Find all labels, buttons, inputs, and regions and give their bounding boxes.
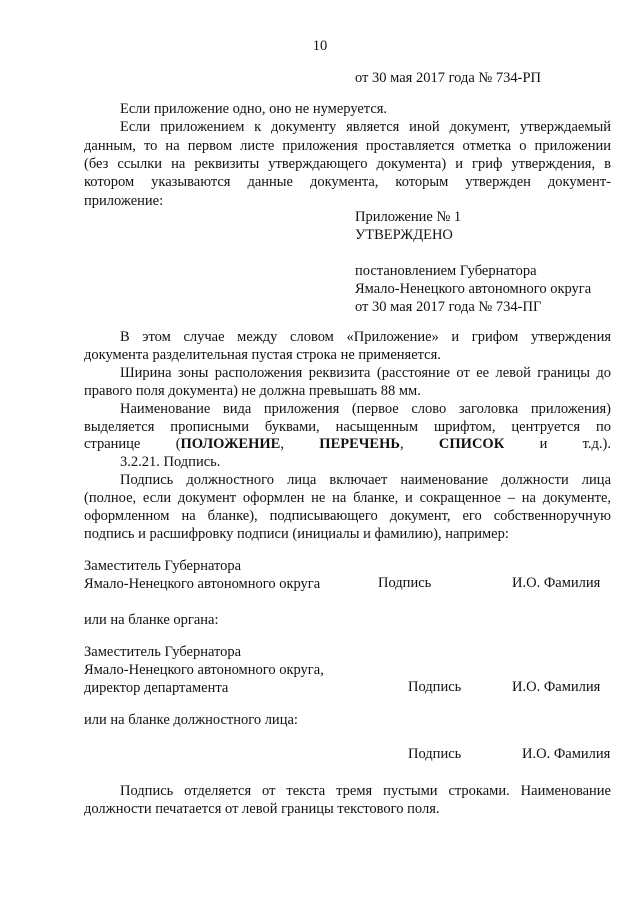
signer-name: И.О. Фамилия xyxy=(512,575,601,591)
example-connector: или на бланке органа: xyxy=(84,612,219,628)
approval-stamp: УТВЕРЖДЕНО xyxy=(355,227,453,243)
signature-placeholder: Подпись xyxy=(378,575,432,591)
bold-term: СПИСОК xyxy=(438,436,505,452)
paragraph-line: Если приложением к документу является иной документ, утверждаемый xyxy=(120,119,611,135)
signer-position: Заместитель Губернатора xyxy=(84,644,242,660)
paragraph-line: оформленном на бланке), подписывающего документ, его собственноручную xyxy=(84,508,611,524)
document-reference: от 30 мая 2017 года № 734-РП xyxy=(355,70,542,86)
paragraph-line: В этом случае между словом «Приложение» и грифом утверждения xyxy=(120,329,611,345)
paragraph-line: Наименование вида приложения (первое слово заголовка приложения) xyxy=(120,401,611,417)
text-span: странице ( xyxy=(84,436,181,452)
paragraph-line: котором указываются данные документа, которым утвержден документ- xyxy=(84,174,611,190)
signer-position: Ямало-Ненецкого автономного округа, xyxy=(84,662,324,678)
paragraph-line: должности печатается от левой границы текстового поля. xyxy=(84,801,440,817)
section-heading: 3.2.21. Подпись. xyxy=(120,454,221,470)
signer-name: И.О. Фамилия xyxy=(522,746,611,762)
paragraph-line: данным, то на первом листе приложения проставляется отметка о приложении xyxy=(84,138,611,154)
paragraph-line: подпись и расшифровку подписи (инициалы и фамилию), например: xyxy=(84,526,509,542)
signer-position: Заместитель Губернатора xyxy=(84,558,242,574)
paragraph-line: Подпись отделяется от текста тремя пустыми строками. Наименование xyxy=(120,783,611,799)
paragraph-line: правого поля документа) не должна превышать 88 мм. xyxy=(84,383,421,399)
paragraph-line: Ширина зоны расположения реквизита (расстояние от ее левой границы до xyxy=(120,365,611,381)
signature-placeholder: Подпись xyxy=(408,679,462,695)
paragraph-line: (без ссылки на реквизиты утверждающего документа) и гриф утверждения, в xyxy=(84,156,611,172)
page-number: 10 xyxy=(312,38,328,54)
separator: , xyxy=(280,436,320,452)
signer-position: Ямало-Ненецкого автономного округа xyxy=(84,576,321,592)
paragraph-line: Подпись должностного лица включает наименование должности лица xyxy=(120,472,611,488)
paragraph-single-appendix: Если приложение одно, оно не нумеруется. xyxy=(120,101,388,117)
paragraph-line: (полное, если документ оформлен не на бланке, и сокращенное – на документе, xyxy=(84,490,611,506)
bold-term: ПЕРЕЧЕНЬ xyxy=(319,436,400,452)
separator: , xyxy=(399,436,439,452)
paragraph-line: документа разделительная пустая строка не применяется. xyxy=(84,347,441,363)
signer-position: директор департамента xyxy=(84,680,229,696)
paragraph-line: приложение: xyxy=(84,193,164,209)
bold-term: ПОЛОЖЕНИЕ xyxy=(180,436,281,452)
approval-line: от 30 мая 2017 года № 734-ПГ xyxy=(355,299,542,315)
example-connector: или на бланке должностного лица: xyxy=(84,712,298,728)
signer-name: И.О. Фамилия xyxy=(512,679,601,695)
signature-placeholder: Подпись xyxy=(408,746,462,762)
paragraph-line-with-bold xyxy=(84,436,611,453)
appendix-number: Приложение № 1 xyxy=(355,209,462,225)
text-span: и т.д.). xyxy=(504,436,611,452)
approval-line: постановлением Губернатора xyxy=(355,263,537,279)
paragraph-line: выделяется прописными буквами, насыщенным шрифтом, центруется по xyxy=(84,419,611,435)
approval-line: Ямало-Ненецкого автономного округа xyxy=(355,281,592,297)
